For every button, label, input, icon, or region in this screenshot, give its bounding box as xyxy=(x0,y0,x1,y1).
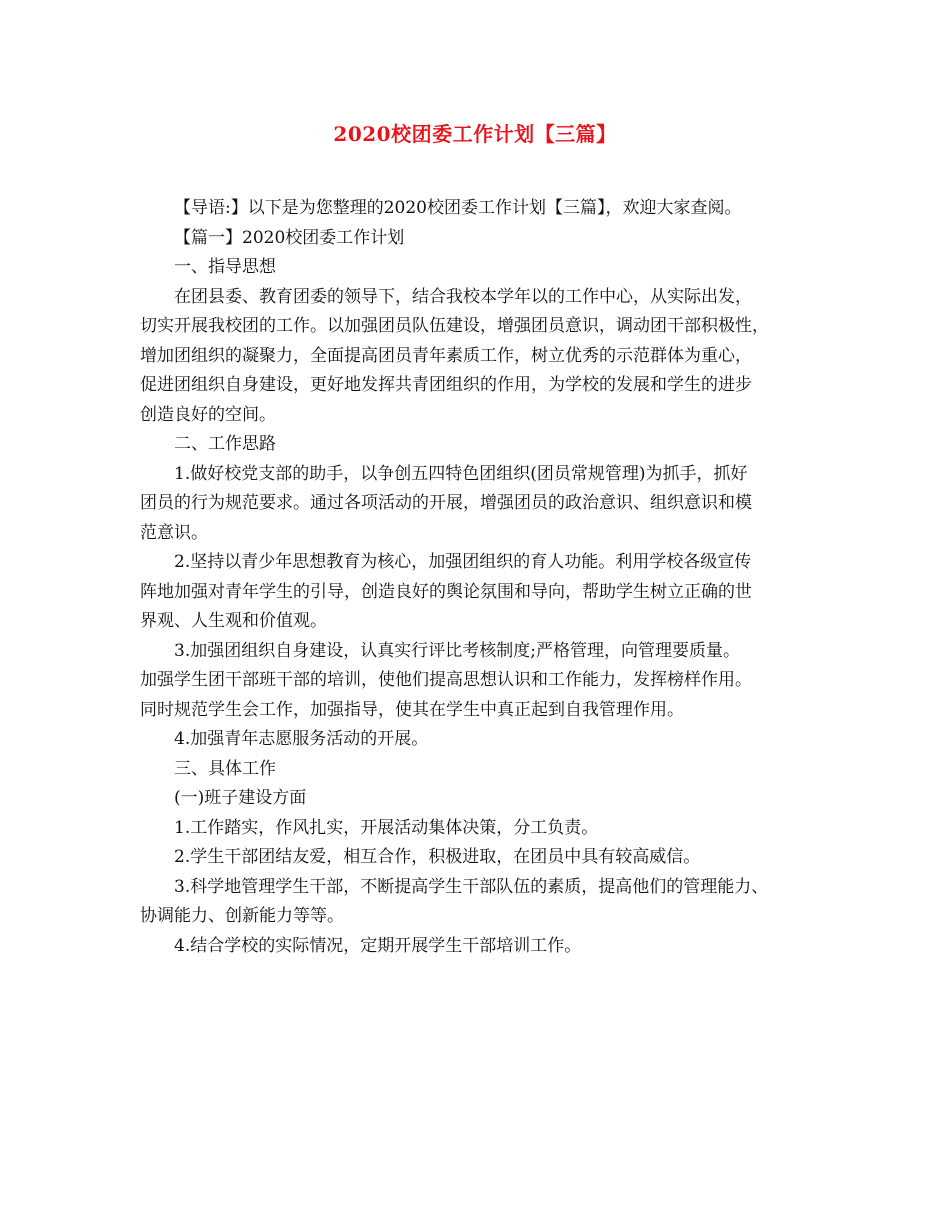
text-line: 【导语:】以下是为您整理的2020校团委工作计划【三篇】，欢迎大家查阅。 xyxy=(174,198,742,218)
document-body xyxy=(140,194,830,961)
text-line: 3.加强团组织自身建设，认真实行评比考核制度;严格管理，向管理要质量。 xyxy=(174,640,740,661)
text-line: 界观、人生观和价值观。 xyxy=(140,611,327,631)
text-line: 3.科学地管理学生干部，不断提高学生干部队伍的素质，提高他们的管理能力、 xyxy=(174,876,769,897)
text-line: 范意识。 xyxy=(140,522,208,543)
text-line: 协调能力、创新能力等等。 xyxy=(140,906,344,926)
text-line: 【篇一】2020校团委工作计划 xyxy=(174,227,405,248)
text-line: 阵地加强对青年学生的引导，创造良好的舆论氛围和导向，帮助学生树立正确的世 xyxy=(140,581,752,602)
text-line: 切实开展我校团的工作。以加强团员队伍建设，增强团员意识，调动团干部积极性， xyxy=(140,316,769,336)
text-line: 一、指导思想 xyxy=(174,257,276,277)
text-line: 2.坚持以青少年思想教育为核心，加强团组织的育人功能。利用学校各级宣传 xyxy=(174,552,752,572)
text-line: 2.学生干部团结友爱，相互合作，积极进取，在团员中具有较高威信。 xyxy=(174,847,701,867)
text-line: 二、工作思路 xyxy=(174,434,276,454)
text-line: 4.加强青年志愿服务活动的开展。 xyxy=(174,729,429,749)
text-line: 团员的行为规范要求。通过各项活动的开展，增强团员的政治意识、组织意识和模 xyxy=(140,493,752,513)
text-line: 1.做好校党支部的助手，以争创五四特色团组织(团员常规管理)为抓手，抓好 xyxy=(174,463,748,484)
text-line: 1.工作踏实，作风扎实，开展活动集体决策，分工负责。 xyxy=(174,817,599,838)
document-title: 2020校团委工作计划【三篇】 xyxy=(333,122,617,146)
text-line: 4.结合学校的实际情况，定期开展学生干部培训工作。 xyxy=(174,935,582,956)
text-line: (一)班子建设方面 xyxy=(174,788,307,808)
text-line: 在团县委、教育团委的领导下，结合我校本学年以的工作中心，从实际出发， xyxy=(174,286,752,307)
text-line: 加强学生团干部班干部的培训，使他们提高思想认识和工作能力，发挥榜样作用。 xyxy=(140,670,752,690)
text-line: 创造良好的空间。 xyxy=(140,404,276,425)
text-line: 三、具体工作 xyxy=(174,758,276,779)
text-line: 增加团组织的凝聚力，全面提高团员青年素质工作，树立优秀的示范群体为重心， xyxy=(140,345,752,366)
text-line: 促进团组织自身建设，更好地发挥共青团组织的作用，为学校的发展和学生的进步 xyxy=(140,375,752,395)
text-line: 同时规范学生会工作，加强指导，使其在学生中真正起到自我管理作用。 xyxy=(140,699,684,720)
